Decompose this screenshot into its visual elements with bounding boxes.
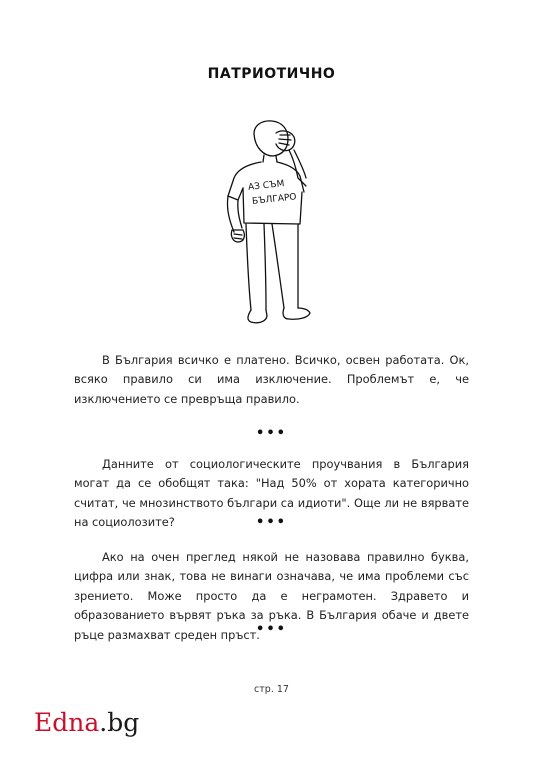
shirt-text-line1: АЗ СЪМ [247,179,285,193]
site-logo[interactable] [34,708,139,737]
paragraph-2: Данните от социологическите проучвания в България могат да се обобщят така: "Над 50% от хората категорично считат, че мнозинството българи са идиоти". Още ли не вярвате на социолозите? [74,457,469,530]
paragraph-1: В България всичко е платено. Всичко, освен работата. Ок, всяко правило си има изключение. Проблемът е, че изключението се превръща правило. [74,353,469,406]
separator-dots: ••• [256,426,287,441]
separator-dots: ••• [256,622,287,637]
facepalm-man-illustration [216,120,326,335]
page-number: стр. 17 [254,684,289,695]
logo-main-text: Edna [34,708,100,737]
shirt-text-line2: БЪЛГАРО [251,192,297,207]
separator-dots: ••• [256,515,287,530]
page-title: ПАТРИОТИЧНО [207,66,336,82]
paragraph-3: Ако на очен преглед някой не назовава правилно буква, цифра или знак, това не винаги означава, че има проблеми със зрението. Може просто да е неграмотен. Здравето и образованието вървят ръка за ръка. В България обаче и двете ръце размахват среден пръст. [74,550,469,642]
logo-tld-text: .bg [99,708,140,737]
